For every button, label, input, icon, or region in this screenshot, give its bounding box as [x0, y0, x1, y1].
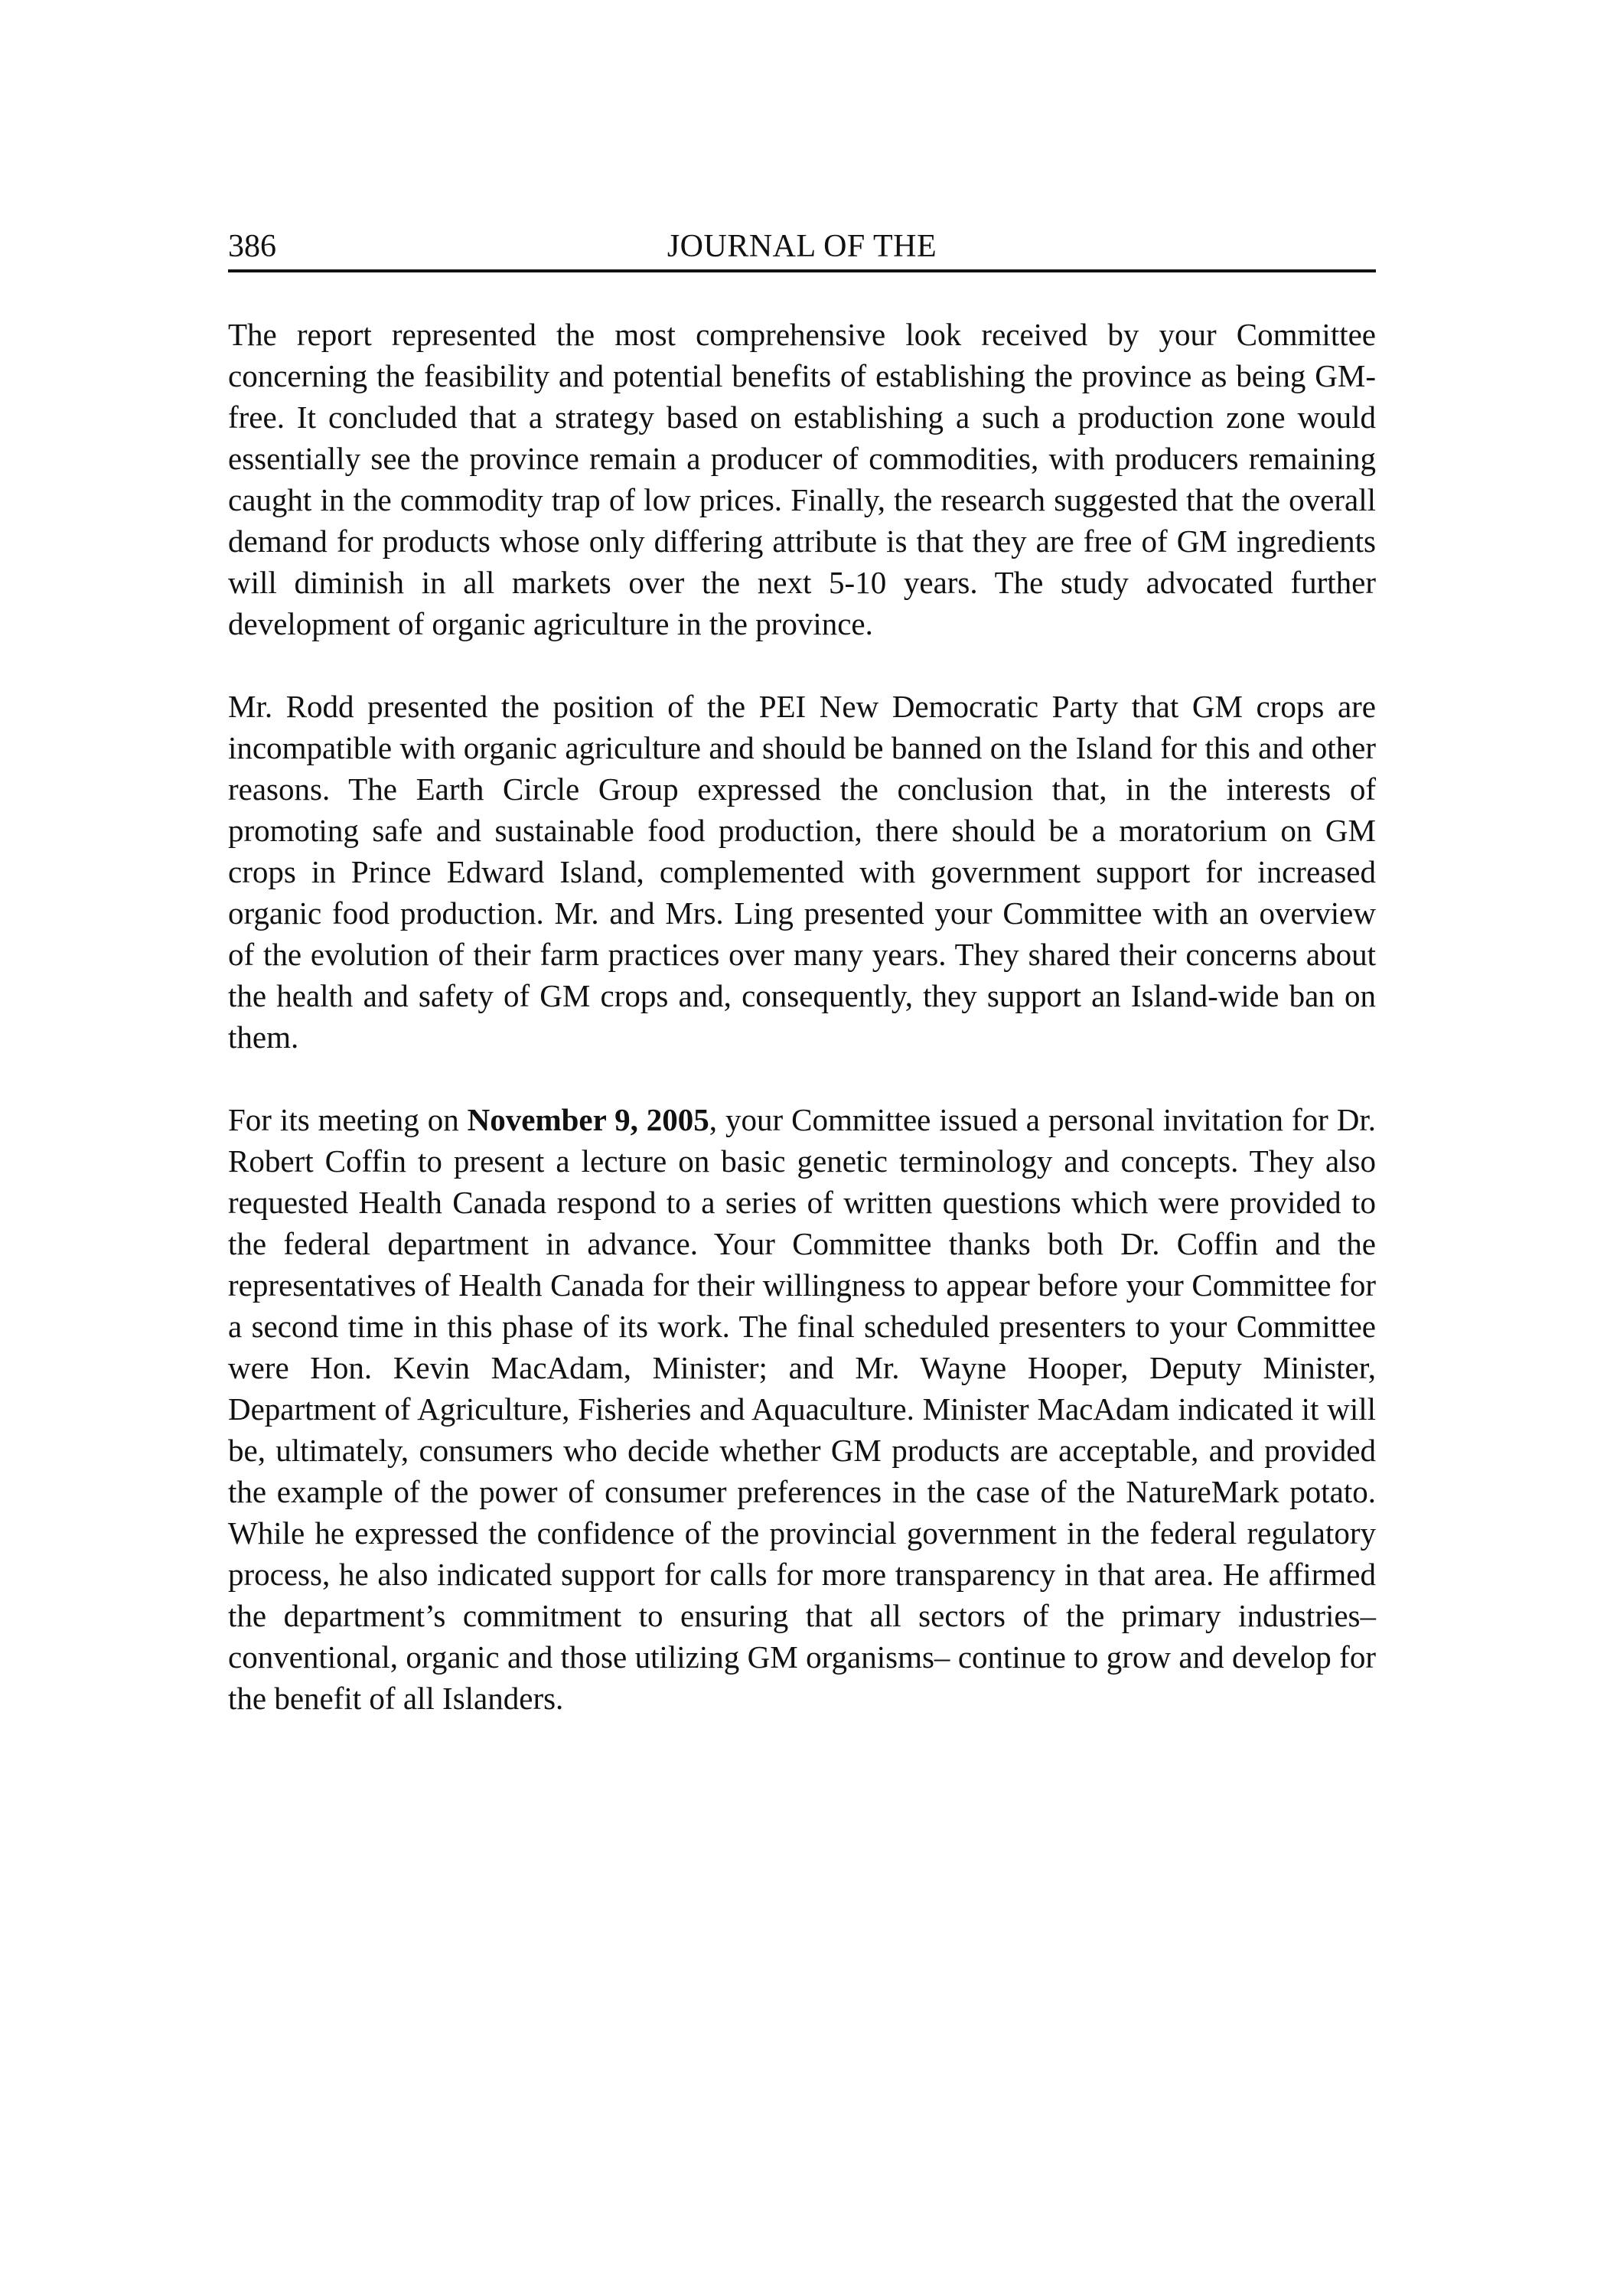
paragraph-presentations: Mr. Rodd presented the position of the PEI New Democratic Party that GM crops are incompatible with organic agriculture and should be banned on the Island for this and other reasons. The Earth Circle Group expressed the conclusion that, in the interests of promoting safe and sustainable food production, there should be a moratorium on GM crops in Prince Edward Island, complemented with government support for increased organic food production. Mr. and Mrs. Ling presented your Committee with an overview of the evolution of their farm practices over many years. They shared their concerns about the health and safety of GM crops and, consequently, they support an Island-wide ban on them. — [228, 689, 1376, 1055]
paragraph-report-findings: The report represented the most comprehensive look received by your Committee concerning the feasibility and potential benefits of establishing the province as being GM-free. It concluded that a strategy based on establishing a such a production zone would essentially see the province remain a producer of commodities, with producers remaining caught in the commodity trap of low prices. Finally, the research suggested that the overall demand for products whose only differing attribute is that they are free of GM ingredients will diminish in all markets over the next 5-10 years. The study advocated further development of organic agriculture in the province. — [228, 317, 1376, 641]
paragraph-november-meeting — [228, 1099, 1376, 1719]
paragraph-rest-text: , your Committee issued a personal invitation for Dr. Robert Coffin to present a lecture on basic genetic terminology and concepts. They also requested Health Canada respond to a series of written questions which were provided to the federal department in advance. Your Committee thanks both Dr. Coffin and the representatives of Health Canada for their willingness to appear before your Committee for a second time in this phase of its work. The final scheduled presenters to your Committee were Hon. Kevin MacAdam, Minister; and Mr. Wayne Hooper, Deputy Minister, Department of Agriculture, Fisheries and Aquaculture. Minister MacAdam indicated it will be, ultimately, consumers who decide whether GM products are acceptable, and provided the example of the power of consumer preferences in the case of the NatureMark potato. While he expressed the confidence of the provincial government in the federal regulatory process, he also indicated support for calls for more transparency in that area. He affirmed the department’s commitment to ensuring that all sectors of the primary industries–conventional, organic and those utilizing GM organisms– continue to grow and develop for the benefit of all Islanders. — [228, 1102, 1377, 1716]
running-header — [228, 227, 1376, 272]
body-text — [228, 314, 1376, 1760]
page-number: 386 — [228, 229, 276, 264]
paragraph-lead-text: For its meeting on — [228, 1102, 468, 1137]
meeting-date: November 9, 2005 — [467, 1102, 709, 1137]
journal-title: JOURNAL OF THE — [667, 229, 937, 264]
